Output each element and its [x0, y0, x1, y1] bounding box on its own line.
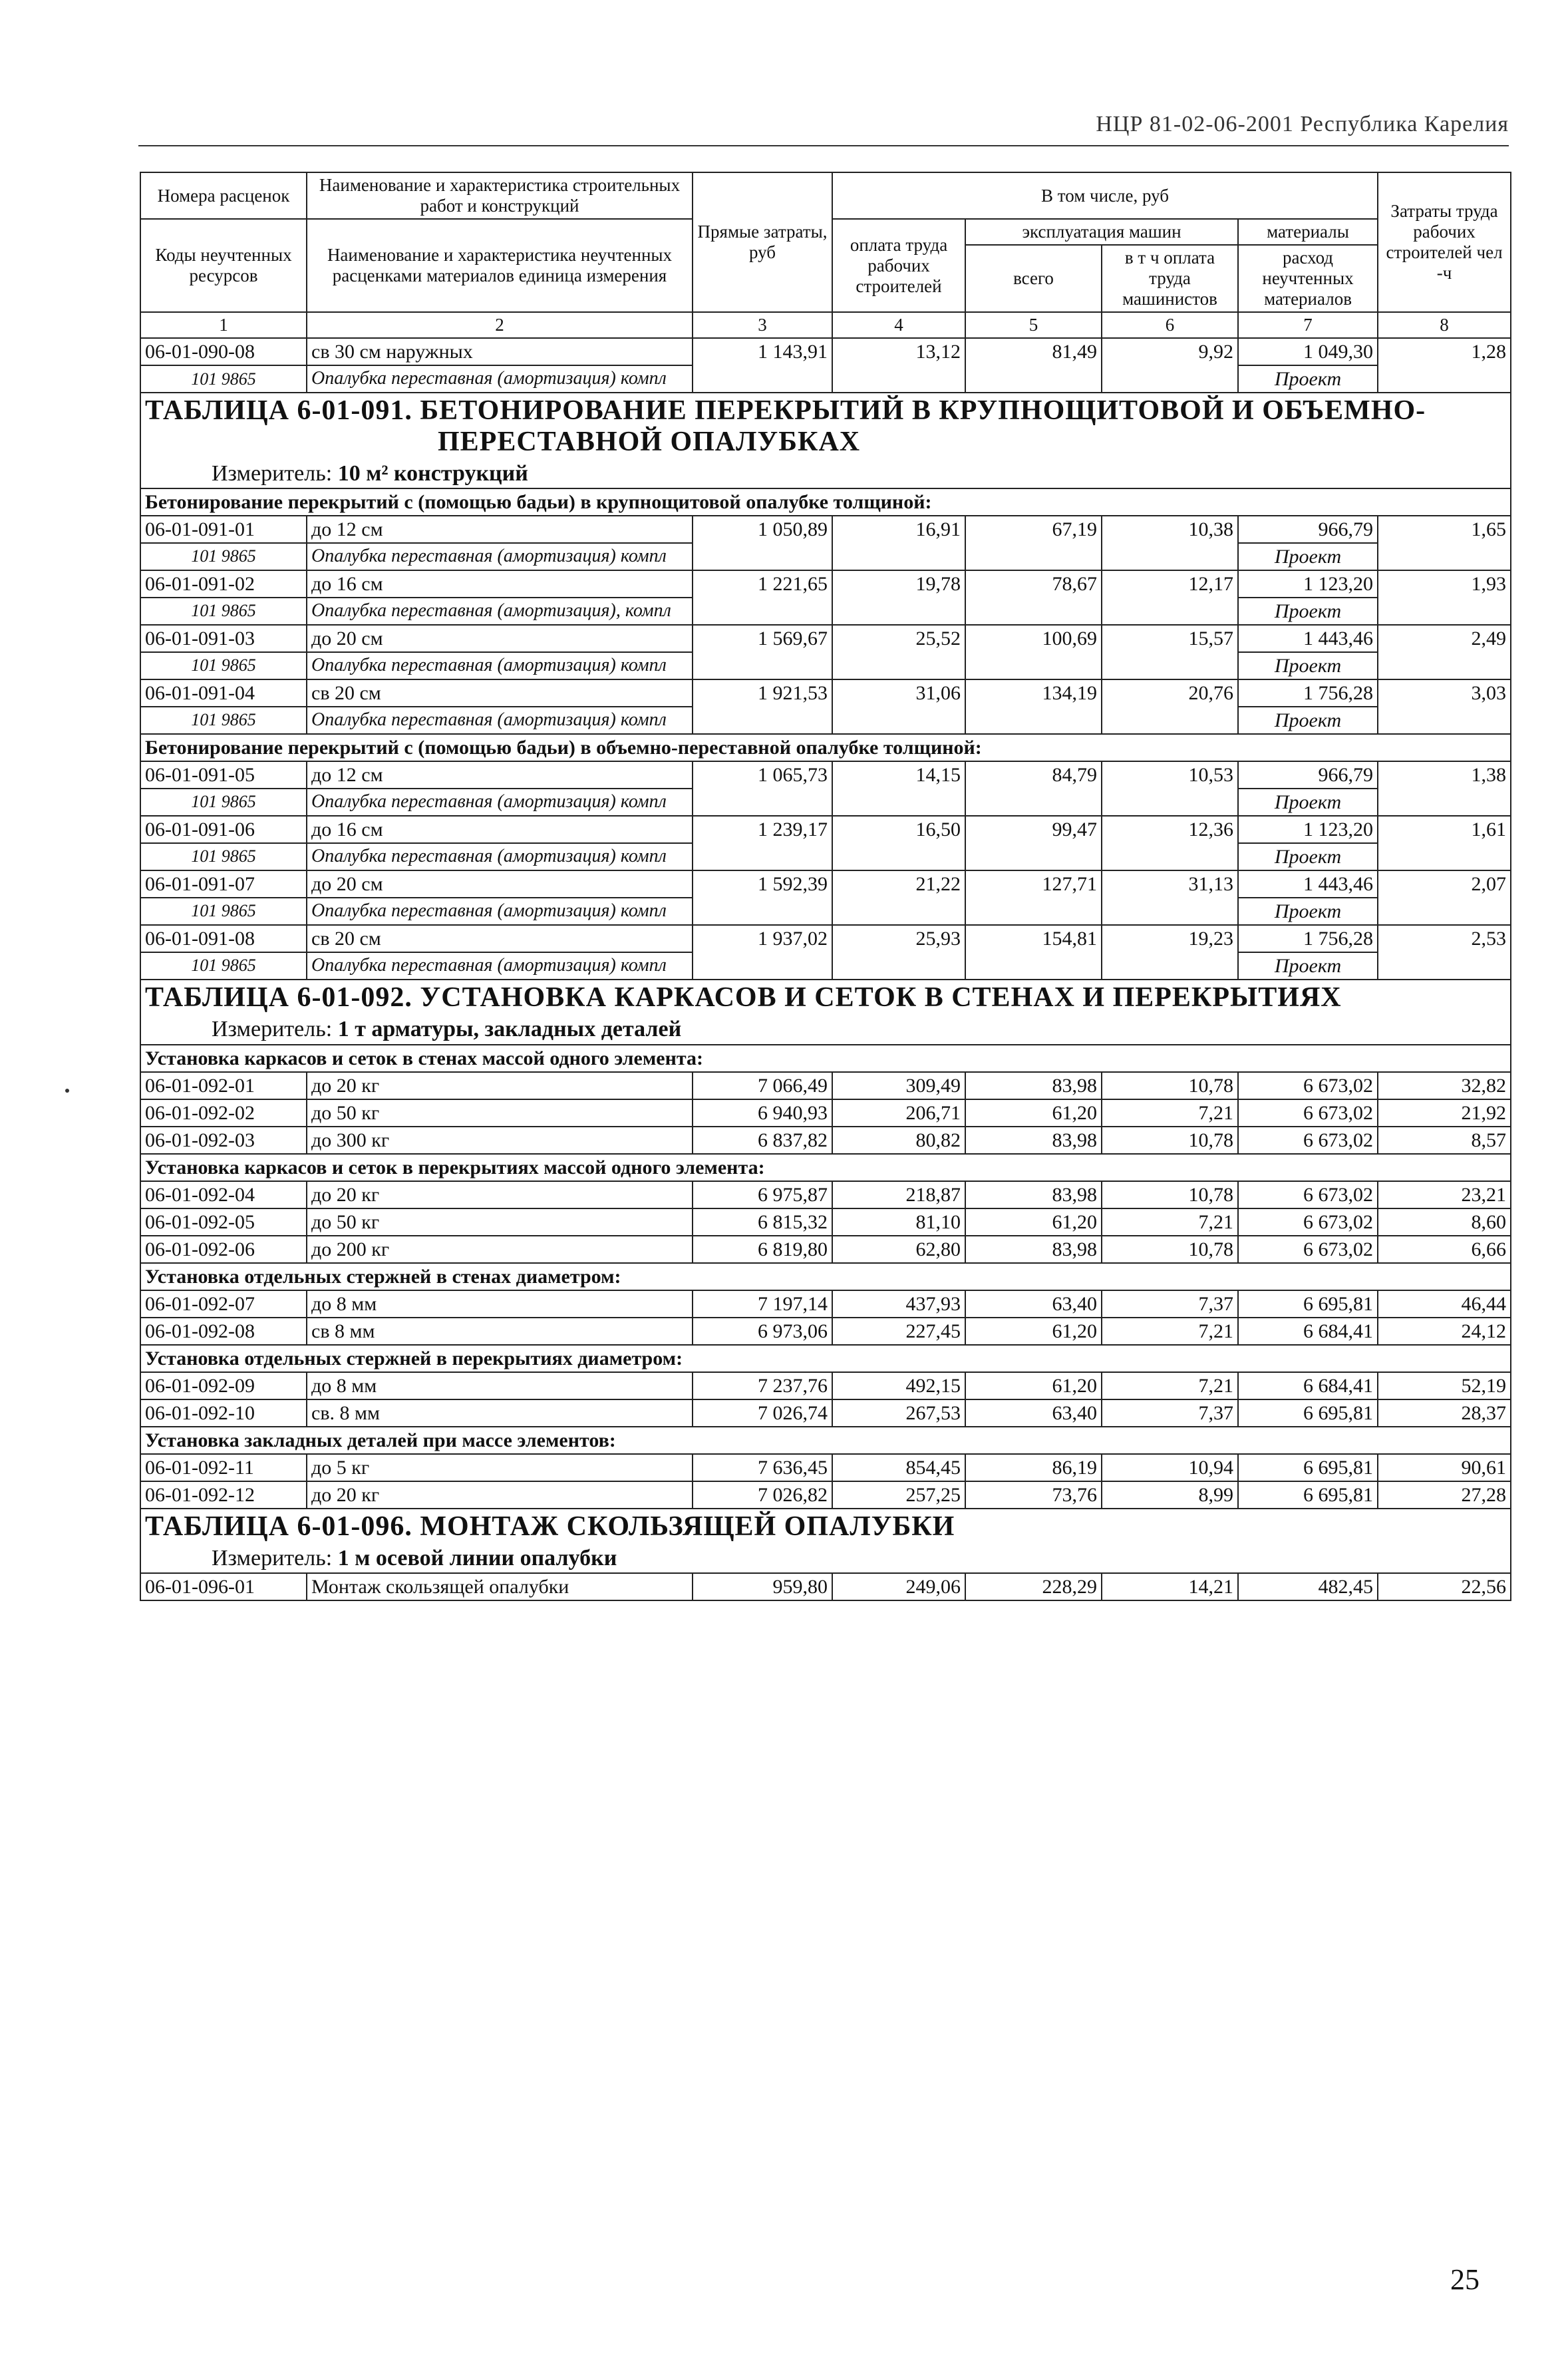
table-row — [140, 1099, 1511, 1127]
resource-code: 101 9865 — [140, 952, 307, 980]
machine-total: 134,19 — [965, 679, 1102, 734]
work-name: св 8 мм — [307, 1318, 693, 1345]
machine-total: 61,20 — [965, 1208, 1102, 1236]
machine-labor: 10,78 — [1102, 1236, 1238, 1263]
col-header-mat: материалы — [1238, 219, 1378, 245]
table-row — [140, 1318, 1511, 1345]
direct-cost: 6 973,06 — [693, 1318, 832, 1345]
resource-code: 101 9865 — [140, 789, 307, 816]
table-row — [140, 925, 1511, 952]
materials: 1 123,20 — [1238, 570, 1378, 598]
rate-code: 06-01-090-08 — [140, 338, 307, 365]
labor-hours: 52,19 — [1378, 1372, 1511, 1399]
table-row — [140, 516, 1511, 543]
direct-cost: 1 569,67 — [693, 625, 832, 679]
machine-labor: 31,13 — [1102, 870, 1238, 925]
section-row — [140, 488, 1511, 516]
machine-total: 84,79 — [965, 761, 1102, 816]
rate-code: 06-01-092-07 — [140, 1290, 307, 1318]
table-096-title — [140, 1509, 1511, 1574]
materials: 6 673,02 — [1238, 1127, 1378, 1154]
rate-code: 06-01-092-05 — [140, 1208, 307, 1236]
col-header-expl: эксплуатация машин — [965, 219, 1238, 245]
labor-hours: 1,65 — [1378, 516, 1511, 570]
project-label: Проект — [1238, 652, 1378, 679]
meter-line — [145, 1546, 1506, 1570]
project-label: Проект — [1238, 789, 1378, 816]
project-label: Проект — [1238, 598, 1378, 625]
col-header-5: всего — [965, 245, 1102, 312]
labor-pay: 227,45 — [832, 1318, 965, 1345]
labor-pay: 267,53 — [832, 1399, 965, 1427]
machine-total: 81,49 — [965, 338, 1102, 393]
labor-hours: 1,28 — [1378, 338, 1511, 393]
work-name: до 20 кг — [307, 1181, 693, 1208]
work-name: до 16 см — [307, 816, 693, 843]
labor-pay: 13,12 — [832, 338, 965, 393]
direct-cost: 1 065,73 — [693, 761, 832, 816]
resource-code: 101 9865 — [140, 543, 307, 570]
table-row — [140, 1236, 1511, 1263]
work-name: до 50 кг — [307, 1099, 693, 1127]
labor-pay: 81,10 — [832, 1208, 965, 1236]
labor-hours: 6,66 — [1378, 1236, 1511, 1263]
table-row — [140, 1208, 1511, 1236]
meter-line — [145, 461, 1506, 486]
project-label: Проект — [1238, 898, 1378, 925]
project-label: Проект — [1238, 365, 1378, 393]
machine-labor: 7,21 — [1102, 1208, 1238, 1236]
rate-code: 06-01-091-06 — [140, 816, 307, 843]
materials: 6 673,02 — [1238, 1208, 1378, 1236]
machine-total: 99,47 — [965, 816, 1102, 870]
labor-pay: 206,71 — [832, 1099, 965, 1127]
resource-code: 101 9865 — [140, 598, 307, 625]
machine-total: 127,71 — [965, 870, 1102, 925]
resource-note: Опалубка переставная (амортизация) компл — [307, 543, 693, 570]
materials: 966,79 — [1238, 761, 1378, 789]
rate-code: 06-01-091-01 — [140, 516, 307, 543]
resource-note: Опалубка переставная (амортизация) компл — [307, 365, 693, 393]
machine-labor: 7,37 — [1102, 1290, 1238, 1318]
labor-pay: 309,49 — [832, 1072, 965, 1099]
section-row — [140, 1263, 1511, 1290]
meter-label: Измеритель: — [212, 1017, 333, 1042]
work-name: до 200 кг — [307, 1236, 693, 1263]
page-number: 25 — [1450, 2263, 1480, 2296]
col-header-8: Затраты труда рабочих строителей чел -ч — [1378, 172, 1511, 312]
machine-labor: 20,76 — [1102, 679, 1238, 734]
labor-pay: 14,15 — [832, 761, 965, 816]
machine-total: 83,98 — [965, 1127, 1102, 1154]
work-name: св. 8 мм — [307, 1399, 693, 1427]
labor-hours: 1,38 — [1378, 761, 1511, 816]
machine-labor: 10,53 — [1102, 761, 1238, 816]
materials: 6 695,81 — [1238, 1481, 1378, 1509]
section-row — [140, 1427, 1511, 1454]
rate-code: 06-01-092-12 — [140, 1481, 307, 1509]
meter-value: 1 м осевой линии опалубки — [337, 1545, 617, 1570]
machine-labor: 7,21 — [1102, 1318, 1238, 1345]
work-name: до 20 см — [307, 870, 693, 898]
work-name: св 20 см — [307, 925, 693, 952]
col-header-2a: Наименование и характеристика строительных работ и конструкций — [307, 172, 693, 219]
col-num: 8 — [1378, 312, 1511, 338]
resource-note: Опалубка переставная (амортизация) компл — [307, 952, 693, 980]
materials: 1 123,20 — [1238, 816, 1378, 843]
col-num: 7 — [1238, 312, 1378, 338]
labor-pay: 25,52 — [832, 625, 965, 679]
rate-code: 06-01-091-04 — [140, 679, 307, 707]
labor-hours: 1,93 — [1378, 570, 1511, 625]
machine-total: 73,76 — [965, 1481, 1102, 1509]
materials: 6 695,81 — [1238, 1290, 1378, 1318]
materials: 1 049,30 — [1238, 338, 1378, 365]
machine-labor: 12,36 — [1102, 816, 1238, 870]
rate-code: 06-01-091-05 — [140, 761, 307, 789]
page-header: НЦР 81-02-06-2001 Республика Карелия — [1096, 112, 1509, 136]
machine-total: 83,98 — [965, 1236, 1102, 1263]
materials: 966,79 — [1238, 516, 1378, 543]
table-title: ТАБЛИЦА 6-01-096. МОНТАЖ СКОЛЬЗЯЩЕЙ ОПАЛУБКИ — [145, 1511, 955, 1542]
labor-pay: 19,78 — [832, 570, 965, 625]
labor-pay: 249,06 — [832, 1573, 965, 1600]
col-header-group: В том числе, руб — [832, 172, 1378, 219]
machine-labor: 8,99 — [1102, 1481, 1238, 1509]
section-label: Бетонирование перекрытий с (помощью бадьи) в крупнощитовой опалубке толщиной: — [140, 488, 1511, 516]
rate-code: 06-01-092-08 — [140, 1318, 307, 1345]
meter-line — [145, 1017, 1506, 1041]
materials: 6 673,02 — [1238, 1236, 1378, 1263]
labor-hours: 3,03 — [1378, 679, 1511, 734]
materials: 6 673,02 — [1238, 1099, 1378, 1127]
machine-total: 86,19 — [965, 1454, 1102, 1481]
machine-total: 61,20 — [965, 1372, 1102, 1399]
direct-cost: 1 937,02 — [693, 925, 832, 980]
labor-pay: 854,45 — [832, 1454, 965, 1481]
table-row — [140, 1181, 1511, 1208]
materials: 6 673,02 — [1238, 1181, 1378, 1208]
rate-code: 06-01-092-10 — [140, 1399, 307, 1427]
rate-code: 06-01-096-01 — [140, 1573, 307, 1600]
col-num: 3 — [693, 312, 832, 338]
machine-total: 100,69 — [965, 625, 1102, 679]
header-rule — [138, 145, 1509, 146]
resource-code: 101 9865 — [140, 707, 307, 734]
section-row — [140, 1345, 1511, 1372]
work-name: до 8 мм — [307, 1290, 693, 1318]
direct-cost: 6 837,82 — [693, 1127, 832, 1154]
resource-note: Опалубка переставная (амортизация) компл — [307, 652, 693, 679]
table-row — [140, 816, 1511, 843]
machine-labor: 19,23 — [1102, 925, 1238, 980]
work-name: до 12 см — [307, 516, 693, 543]
meter-label: Измеритель: — [212, 460, 333, 486]
direct-cost: 1 221,65 — [693, 570, 832, 625]
work-name: св 30 см наружных — [307, 338, 693, 365]
section-row — [140, 1045, 1511, 1072]
materials: 1 443,46 — [1238, 870, 1378, 898]
meter-label: Измеритель: — [212, 1545, 333, 1570]
direct-cost: 1 143,91 — [693, 338, 832, 393]
resource-note: Опалубка переставная (амортизация), компл — [307, 598, 693, 625]
labor-pay: 80,82 — [832, 1127, 965, 1154]
labor-hours: 90,61 — [1378, 1454, 1511, 1481]
table-row — [140, 1454, 1511, 1481]
table-092-title — [140, 980, 1511, 1045]
machine-labor: 10,78 — [1102, 1072, 1238, 1099]
rate-code: 06-01-091-07 — [140, 870, 307, 898]
labor-hours: 21,92 — [1378, 1099, 1511, 1127]
table-row — [140, 570, 1511, 598]
labor-pay: 21,22 — [832, 870, 965, 925]
resource-note: Опалубка переставная (амортизация) компл — [307, 707, 693, 734]
project-label: Проект — [1238, 543, 1378, 570]
machine-total: 63,40 — [965, 1290, 1102, 1318]
labor-pay: 62,80 — [832, 1236, 965, 1263]
col-num: 5 — [965, 312, 1102, 338]
direct-cost: 1 921,53 — [693, 679, 832, 734]
labor-hours: 23,21 — [1378, 1181, 1511, 1208]
table-row — [140, 1290, 1511, 1318]
price-table — [140, 172, 1511, 1601]
machine-labor: 12,17 — [1102, 570, 1238, 625]
col-num: 4 — [832, 312, 965, 338]
labor-hours: 32,82 — [1378, 1072, 1511, 1099]
work-name: до 5 кг — [307, 1454, 693, 1481]
section-row — [140, 734, 1511, 761]
direct-cost: 7 237,76 — [693, 1372, 832, 1399]
table-row — [140, 1481, 1511, 1509]
table-row — [140, 1399, 1511, 1427]
labor-pay: 31,06 — [832, 679, 965, 734]
materials: 1 756,28 — [1238, 679, 1378, 707]
labor-hours: 2,49 — [1378, 625, 1511, 679]
table-row — [140, 870, 1511, 898]
table-title: ТАБЛИЦА 6-01-092. УСТАНОВКА КАРКАСОВ И СЕТОК В СТЕНАХ И ПЕРЕКРЫТИЯХ — [145, 982, 1342, 1013]
materials: 482,45 — [1238, 1573, 1378, 1600]
rate-code: 06-01-091-08 — [140, 925, 307, 952]
meter-value: 1 т арматуры, закладных деталей — [337, 1017, 682, 1042]
col-num: 2 — [307, 312, 693, 338]
labor-pay: 25,93 — [832, 925, 965, 980]
section-row — [140, 1154, 1511, 1181]
direct-cost: 6 815,32 — [693, 1208, 832, 1236]
resource-note: Опалубка переставная (амортизация) компл — [307, 789, 693, 816]
materials: 6 673,02 — [1238, 1072, 1378, 1099]
machine-total: 78,67 — [965, 570, 1102, 625]
table-row — [140, 1127, 1511, 1154]
rate-code: 06-01-091-03 — [140, 625, 307, 652]
machine-total: 83,98 — [965, 1072, 1102, 1099]
table-row — [140, 761, 1511, 789]
machine-total: 83,98 — [965, 1181, 1102, 1208]
machine-total: 63,40 — [965, 1399, 1102, 1427]
work-name: до 300 кг — [307, 1127, 693, 1154]
meter-value: 10 м² конструкций — [337, 460, 528, 486]
direct-cost: 7 026,82 — [693, 1481, 832, 1509]
table-row — [140, 625, 1511, 652]
resource-code: 101 9865 — [140, 898, 307, 925]
direct-cost: 6 940,93 — [693, 1099, 832, 1127]
machine-total: 228,29 — [965, 1573, 1102, 1600]
labor-pay: 16,50 — [832, 816, 965, 870]
labor-hours: 22,56 — [1378, 1573, 1511, 1600]
col-header-4: оплата труда рабочих строителей — [832, 219, 965, 312]
direct-cost: 7 066,49 — [693, 1072, 832, 1099]
work-name: до 20 кг — [307, 1481, 693, 1509]
labor-pay: 16,91 — [832, 516, 965, 570]
section-label: Установка закладных деталей при массе элементов: — [140, 1427, 1511, 1454]
labor-hours: 1,61 — [1378, 816, 1511, 870]
table-title: ТАБЛИЦА 6-01-091. БЕТОНИРОВАНИЕ ПЕРЕКРЫТИЙ В КРУПНОЩИТОВОЙ И ОБЪЕМНО- — [145, 395, 1426, 427]
rate-code: 06-01-092-06 — [140, 1236, 307, 1263]
machine-labor: 7,21 — [1102, 1372, 1238, 1399]
section-label: Установка отдельных стержней в перекрытиях диаметром: — [140, 1345, 1511, 1372]
rate-code: 06-01-092-02 — [140, 1099, 307, 1127]
work-name: до 50 кг — [307, 1208, 693, 1236]
rate-code: 06-01-092-11 — [140, 1454, 307, 1481]
project-label: Проект — [1238, 707, 1378, 734]
work-name: до 16 см — [307, 570, 693, 598]
machine-total: 61,20 — [965, 1099, 1102, 1127]
work-name: св 20 см — [307, 679, 693, 707]
materials: 6 684,41 — [1238, 1318, 1378, 1345]
resource-code: 101 9865 — [140, 365, 307, 393]
machine-labor: 7,21 — [1102, 1099, 1238, 1127]
labor-hours: 8,60 — [1378, 1208, 1511, 1236]
labor-pay: 437,93 — [832, 1290, 965, 1318]
labor-pay: 492,15 — [832, 1372, 965, 1399]
materials: 6 684,41 — [1238, 1372, 1378, 1399]
table-title-cont: ПЕРЕСТАВНОЙ ОПАЛУБКАХ — [438, 426, 861, 457]
machine-labor: 9,92 — [1102, 338, 1238, 393]
machine-total: 67,19 — [965, 516, 1102, 570]
col-header-1a: Номера расценок — [140, 172, 307, 219]
labor-hours: 2,07 — [1378, 870, 1511, 925]
col-header-7: расход неучтенных материалов — [1238, 245, 1378, 312]
work-name: до 8 мм — [307, 1372, 693, 1399]
rate-code: 06-01-092-09 — [140, 1372, 307, 1399]
work-name: до 12 см — [307, 761, 693, 789]
project-label: Проект — [1238, 952, 1378, 980]
col-num: 6 — [1102, 312, 1238, 338]
direct-cost: 959,80 — [693, 1573, 832, 1600]
work-name: до 20 см — [307, 625, 693, 652]
rate-code: 06-01-092-03 — [140, 1127, 307, 1154]
materials: 6 695,81 — [1238, 1454, 1378, 1481]
machine-labor: 10,38 — [1102, 516, 1238, 570]
work-name: Монтаж скользящей опалубки — [307, 1573, 693, 1600]
labor-pay: 257,25 — [832, 1481, 965, 1509]
direct-cost: 7 197,14 — [693, 1290, 832, 1318]
machine-labor: 10,94 — [1102, 1454, 1238, 1481]
machine-total: 61,20 — [965, 1318, 1102, 1345]
resource-note: Опалубка переставная (амортизация) компл — [307, 843, 693, 870]
materials: 1 756,28 — [1238, 925, 1378, 952]
machine-total: 154,81 — [965, 925, 1102, 980]
resource-code: 101 9865 — [140, 652, 307, 679]
labor-pay: 218,87 — [832, 1181, 965, 1208]
col-header-3: Прямые затраты, руб — [693, 172, 832, 312]
table-091-title — [140, 393, 1511, 488]
table-row — [140, 1372, 1511, 1399]
direct-cost: 7 026,74 — [693, 1399, 832, 1427]
page-mark — [65, 1089, 69, 1093]
materials: 6 695,81 — [1238, 1399, 1378, 1427]
labor-hours: 46,44 — [1378, 1290, 1511, 1318]
labor-hours: 27,28 — [1378, 1481, 1511, 1509]
materials: 1 443,46 — [1238, 625, 1378, 652]
machine-labor: 14,21 — [1102, 1573, 1238, 1600]
direct-cost: 1 592,39 — [693, 870, 832, 925]
work-name: до 20 кг — [307, 1072, 693, 1099]
direct-cost: 6 819,80 — [693, 1236, 832, 1263]
resource-note: Опалубка переставная (амортизация) компл — [307, 898, 693, 925]
project-label: Проект — [1238, 843, 1378, 870]
col-header-6: в т ч оплата труда машинистов — [1102, 245, 1238, 312]
direct-cost: 7 636,45 — [693, 1454, 832, 1481]
direct-cost: 1 239,17 — [693, 816, 832, 870]
labor-hours: 2,53 — [1378, 925, 1511, 980]
direct-cost: 6 975,87 — [693, 1181, 832, 1208]
direct-cost: 1 050,89 — [693, 516, 832, 570]
table-row — [140, 338, 1511, 365]
section-label: Установка отдельных стержней в стенах диаметром: — [140, 1263, 1511, 1290]
table-row — [140, 679, 1511, 707]
col-header-2b: Наименование и характеристика неучтенных расценками материалов единица измерения — [307, 219, 693, 312]
labor-hours: 28,37 — [1378, 1399, 1511, 1427]
machine-labor: 7,37 — [1102, 1399, 1238, 1427]
section-label: Бетонирование перекрытий с (помощью бадьи) в объемно-переставной опалубке толщиной: — [140, 734, 1511, 761]
table-row — [140, 1573, 1511, 1600]
machine-labor: 10,78 — [1102, 1181, 1238, 1208]
table-row — [140, 1072, 1511, 1099]
resource-code: 101 9865 — [140, 843, 307, 870]
rate-code: 06-01-092-04 — [140, 1181, 307, 1208]
rate-code: 06-01-091-02 — [140, 570, 307, 598]
machine-labor: 10,78 — [1102, 1127, 1238, 1154]
rate-code: 06-01-092-01 — [140, 1072, 307, 1099]
section-label: Установка каркасов и сеток в перекрытиях массой одного элемента: — [140, 1154, 1511, 1181]
col-num: 1 — [140, 312, 307, 338]
section-label: Установка каркасов и сеток в стенах массой одного элемента: — [140, 1045, 1511, 1072]
col-header-1b: Коды неучтенных ресурсов — [140, 219, 307, 312]
machine-labor: 15,57 — [1102, 625, 1238, 679]
labor-hours: 8,57 — [1378, 1127, 1511, 1154]
labor-hours: 24,12 — [1378, 1318, 1511, 1345]
